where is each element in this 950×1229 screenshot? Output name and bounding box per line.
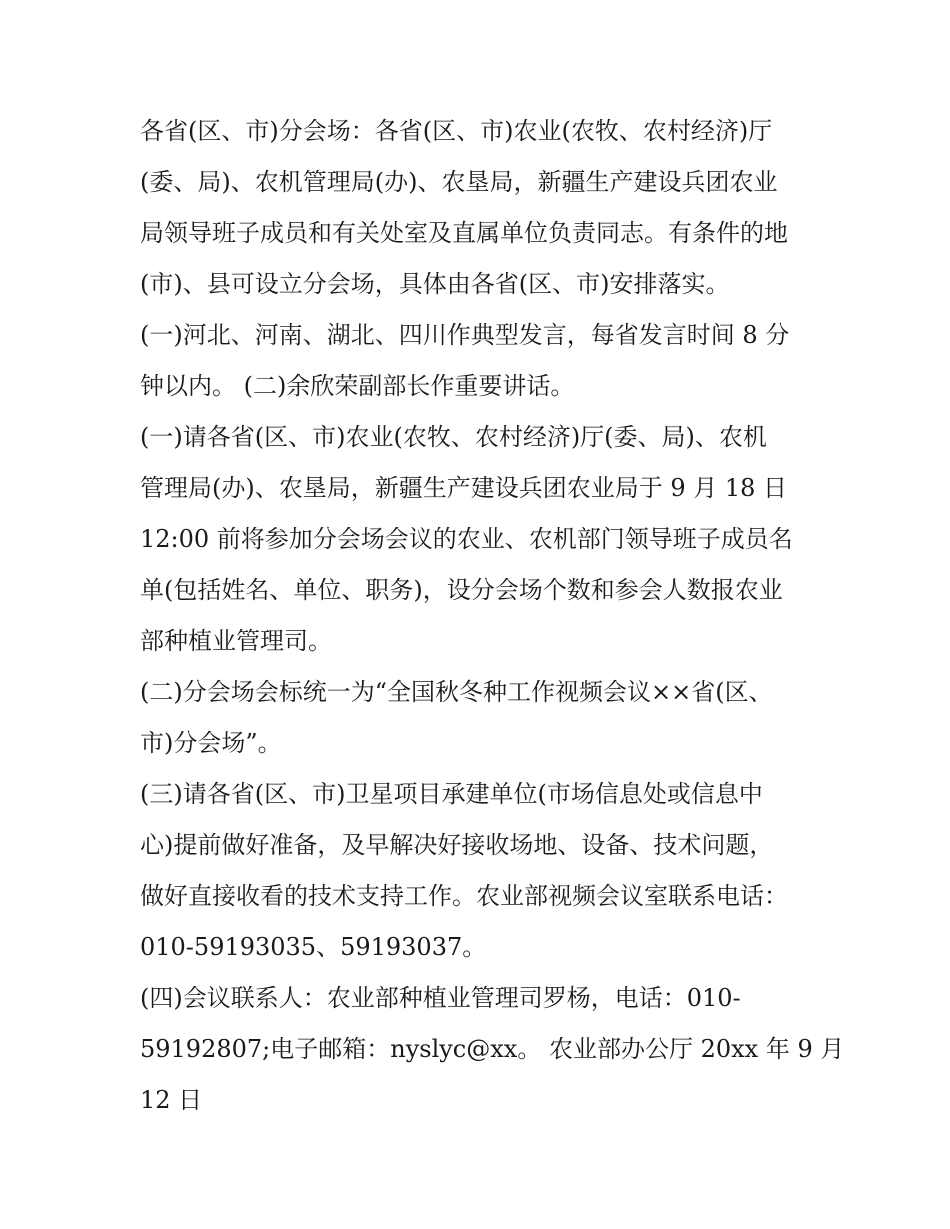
text-line: 单(包括姓名、单位、职务)，设分会场个数和参会人数报农业	[140, 576, 783, 604]
text-line: (委、局)、农机管理局(办)、农垦局，新疆生产建设兵团农业	[140, 168, 778, 196]
text-line: 12 日	[140, 1086, 203, 1114]
text-line: 部种植业管理司。	[140, 627, 332, 655]
text-line: (一)请各省(区、市)农业(农牧、农村经济)厅(委、局)、农机	[140, 423, 767, 451]
text-line: 钟以内。 (二)余欣荣副部长作重要讲话。	[140, 372, 575, 400]
text-line: 各省(区、市)分会场：各省(区、市)农业(农牧、农村经济)厅	[140, 117, 773, 145]
text-line: (二)分会场会标统一为“全国秋冬种工作视频会议××省(区、	[140, 678, 773, 706]
text-line: 市)分会场”。	[140, 729, 282, 757]
text-line: (三)请各省(区、市)卫星项目承建单位(市场信息处或信息中	[140, 780, 763, 808]
text-line: 局领导班子成员和有关处室及直属单位负责同志。有条件的地	[140, 219, 788, 247]
text-line: 010-59193035、59193037。	[140, 933, 487, 961]
document-body	[140, 106, 845, 1126]
text-line: 心)提前做好准备，及早解决好接收场地、设备、技术问题，	[140, 831, 774, 859]
text-line: (一)河北、河南、湖北、四川作典型发言，每省发言时间 8 分	[140, 321, 790, 349]
text-line: 59192807;电子邮箱：nyslyc@xx。 农业部办公厅 20xx 年 9 月	[140, 1035, 845, 1063]
text-line: (四)会议联系人：农业部种植业管理司罗杨，电话：010-	[140, 984, 741, 1012]
text-line: (市)、县可设立分会场，具体由各省(区、市)安排落实。	[140, 270, 730, 298]
text-line: 管理局(办)、农垦局，新疆生产建设兵团农业局于 9 月 18 日	[140, 474, 788, 502]
text-line: 12:00 前将参加分会场会议的农业、农机部门领导班子成员名	[140, 525, 793, 553]
text-line: 做好直接收看的技术支持工作。农业部视频会议室联系电话：	[140, 882, 788, 910]
